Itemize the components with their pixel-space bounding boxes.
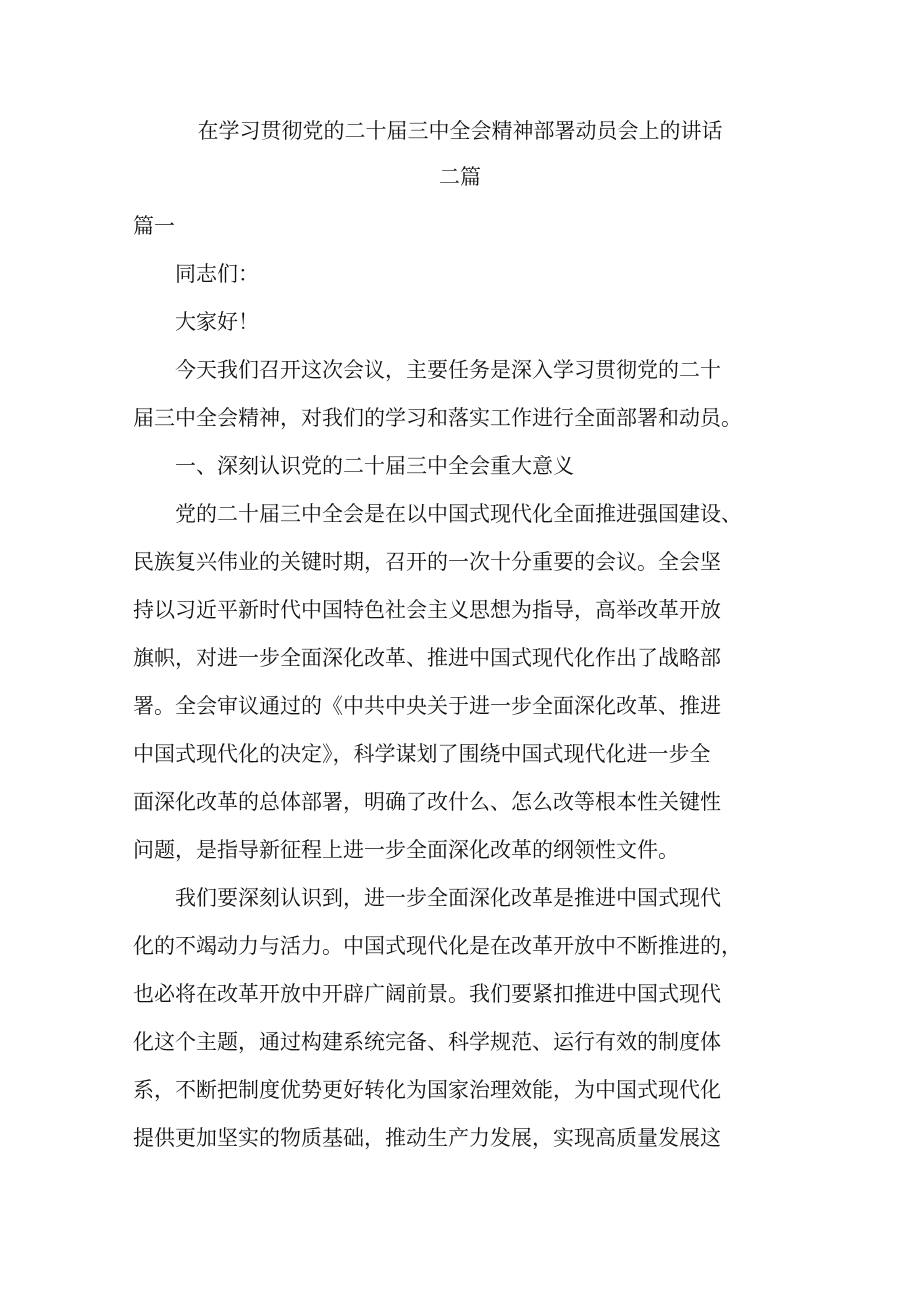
paragraph-line: 持以习近平新时代中国特色社会主义思想为指导，高举改革开放 <box>133 598 721 622</box>
paragraph-line: 届三中全会精神，对我们的学习和落实工作进行全面部署和动员。 <box>133 406 742 430</box>
paragraph-line: 提供更加坚实的物质基础，推动生产力发展，实现高质量发展这 <box>133 1126 721 1150</box>
paragraph-line: 系，不断把制度优势更好转化为国家治理效能，为中国式现代化 <box>133 1078 721 1102</box>
paragraph-line: 旗帜，对进一步全面深化改革、推进中国式现代化作出了战略部 <box>133 646 721 670</box>
paragraph-line: 署。全会审议通过的《中共中央关于进一步全面深化改革、推进 <box>133 694 721 718</box>
part-label: 篇一 <box>133 214 175 238</box>
greeting: 大家好！ <box>175 310 259 334</box>
paragraph-line: 问题，是指导新征程上进一步全面深化改革的纲领性文件。 <box>133 838 679 862</box>
paragraph-line: 化这个主题，通过构建系统完备、科学规范、运行有效的制度体 <box>133 1030 721 1054</box>
paragraph-line: 中国式现代化的决定》，科学谋划了围绕中国式现代化进一步全 <box>133 742 711 766</box>
document-title: 在学习贯彻党的二十届三中全会精神部署动员会上的讲话 <box>197 119 723 143</box>
paragraph-line: 面深化改革的总体部署，明确了改什么、怎么改等根本性关键性 <box>133 790 721 814</box>
paragraph-line: 民族复兴伟业的关键时期，召开的一次十分重要的会议。全会坚 <box>133 550 721 574</box>
paragraph-line: 党的二十届三中全会是在以中国式现代化全面推进强国建设、 <box>175 502 742 526</box>
salutation: 同志们： <box>175 262 259 286</box>
paragraph-line: 今天我们召开这次会议，主要任务是深入学习贯彻党的二十 <box>175 358 721 382</box>
section-heading: 一、深刻认识党的二十届三中全会重大意义 <box>175 454 574 478</box>
document-title-suffix: 二篇 <box>439 165 481 189</box>
paragraph-line: 化的不竭动力与活力。中国式现代化是在改革开放中不断推进的， <box>133 934 742 958</box>
paragraph-line: 我们要深刻认识到，进一步全面深化改革是推进中国式现代 <box>175 886 721 910</box>
paragraph-line: 也必将在改革开放中开辟广阔前景。我们要紧扣推进中国式现代 <box>133 982 721 1006</box>
